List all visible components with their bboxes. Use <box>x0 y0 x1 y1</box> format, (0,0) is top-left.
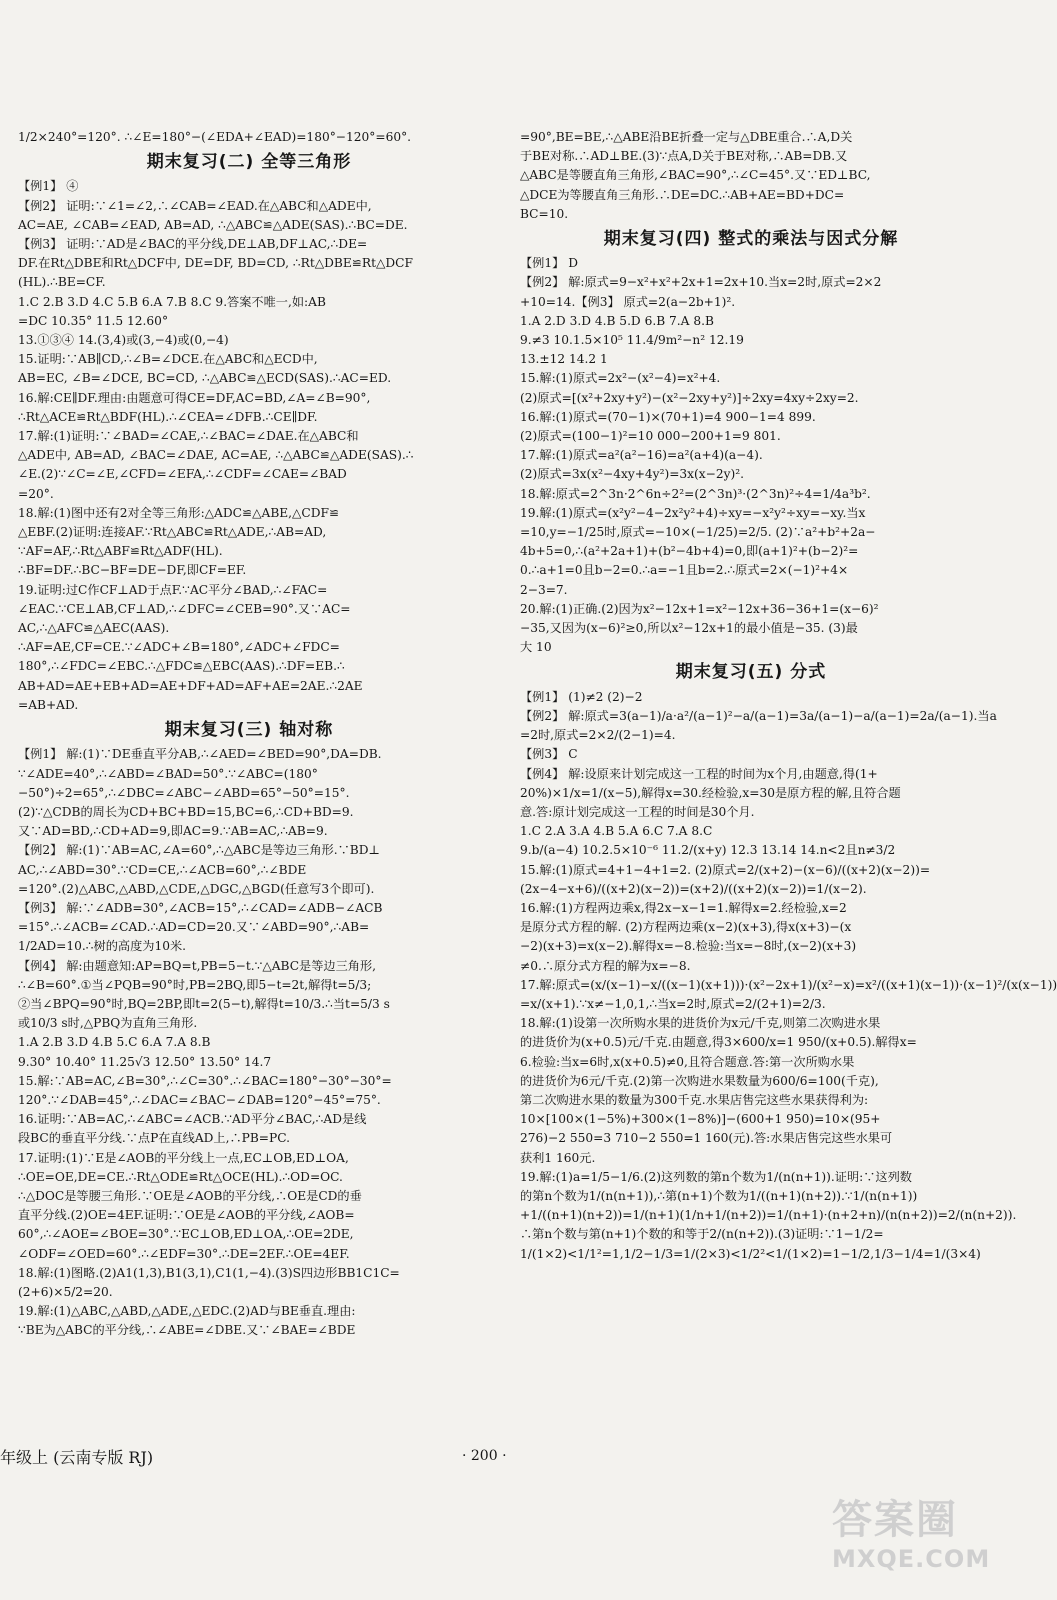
text-line: 1.C 2.A 3.A 4.B 5.A 6.C 7.A 8.C <box>520 824 713 839</box>
text-line: −2)(x+3)=x(x−2).解得x=−8.检验:当x=−8时,(x−2)(x+3) <box>520 939 857 954</box>
text-line: (HL).∴BE=CF. <box>18 275 106 290</box>
text-line: 17.证明:(1)∵E是∠AOB的平分线上一点,EC⊥OB,ED⊥OA, <box>18 1150 349 1165</box>
text-line: 【例3】 解:∵∠ADB=30°,∠ACB=15°,∴∠CAD=∠ADB−∠ACB <box>18 900 383 915</box>
text-line: 是原分式方程的解. (2)方程两边乘(x−2)(x+3),得x(x+3)−(x <box>520 920 852 935</box>
text-line: 13.±12 14.2 1 <box>520 352 608 367</box>
text-line: +10=14.【例3】 原式=2(a−2b+1)². <box>520 294 736 309</box>
text-line: ∵BE为△ABC的平分线,∴∠ABE=∠DBE.又∵∠BAE=∠BDE <box>18 1323 356 1338</box>
text-line: ∴Rt△ACE≌Rt△BDF(HL).∴∠CEA=∠DFB.∴CE∥DF. <box>18 409 318 424</box>
text-line: 19.解:(1)△ABC,△ABD,△ADE,△EDC.(2)AD与BE垂直.理由: <box>18 1304 356 1319</box>
text-line: −35,又因为(x−6)²≥0,所以x²−12x+1的最小值是−35. (3)最 <box>520 621 858 636</box>
text-line: 的第n个数为1/(n(n+1)),∴第(n+1)个数为1/((n+1)(n+2)).∵1/(n(n+1)) <box>520 1188 918 1203</box>
right-column <box>520 128 1057 1264</box>
text-line: (2)原式=(100−1)²=10 000−200+1=9 801. <box>520 429 781 444</box>
text-line: 直平分线.(2)OE=4EF.证明:∵OE是∠AOB的平分线,∠AOB= <box>18 1208 355 1223</box>
text-line: =20°. <box>18 486 54 501</box>
section-body-2 <box>18 177 480 715</box>
text-line: DF.在Rt△DBE和Rt△DCF中, DE=DF, BD=CD, ∴Rt△DBE≌Rt△DCF <box>18 256 413 271</box>
text-line: 第二次购进水果的数量为300千克.水果店售完这些水果获得利为: <box>520 1092 869 1107</box>
section-body-5 <box>520 688 1057 1264</box>
text-line: △ADE中, AB=AD, ∠BAC=∠DAE, AC=AE, ∴△ABC≌△ADE(SAS).∴ <box>18 448 414 463</box>
text-line: 的进货价为(x+0.5)元/千克.由题意,得3×600/x=1 950/(x+0.5).解得x= <box>520 1035 917 1050</box>
text-line: 19.解:(1)a=1/5−1/6.(2)这列数的第n个数为1/(n(n+1)).证明:∵这列数 <box>520 1169 912 1184</box>
text-line: (2)原式=[(x²+2xy+y²)−(x²−2xy+y²)]÷2xy=4xy÷2xy=2. <box>520 390 859 405</box>
text-line: 【例1】 (1)≠2 (2)−2 <box>520 689 643 704</box>
text-line: ∴OE=OE,DE=CE.∴Rt△ODE≌Rt△OCE(HL).∴OD=OC. <box>18 1169 343 1184</box>
text-line: AC,∴∠ABD=30°.∵CD=CE,∴∠ACB=60°,∴∠BDE <box>18 862 307 877</box>
text-line: 18.解:(1)图中还有2对全等三角形:△ADC≌△ABE,△CDF≌ <box>18 505 340 520</box>
text-line: 【例2】 解:原式=9−x²+x²+2x+1=2x+10.当x=2时,原式=2×2 <box>520 275 882 290</box>
text-line: =90°,BE=BE,∴△ABE沿BE折叠一定与△DBE重合.∴A,D关 <box>520 130 853 144</box>
text-line: ∴∠B=60°.①当∠PQB=90°时,PB=2BQ,即5−t=2t,解得t=5/3; <box>18 977 372 992</box>
text-line: (2+6)×5/2=20. <box>18 1284 113 1299</box>
text-line: 1/2AD=10.∴树的高度为10米. <box>18 939 187 954</box>
text-line: 16.解:(1)原式=(70−1)×(70+1)=4 900−1=4 899. <box>520 409 816 424</box>
text-line: 0.∴a+1=0且b−2=0.∴a=−1且b=2.∴原式=2×(−1)²+4× <box>520 563 849 578</box>
text-line: =2时,原式=2×2/(2−1)=4. <box>520 728 676 743</box>
text-line: 9.b/(a−4) 10.2.5×10⁻⁶ 11.2/(x+y) 12.3 13.14 14.n<2且n≠3/2 <box>520 843 896 858</box>
text-line: 18.解:(1)图略.(2)A1(1,3),B1(3,1),C1(1,−4).(3)S四边形BB1C1C= <box>18 1265 400 1280</box>
text-line: 16.解:CE∥DF.理由:由题意可得CE=DF,AC=BD,∠A=∠B=90°, <box>18 390 371 405</box>
text-line: △ABC是等腰直角三角形,∠BAC=90°,∴∠C=45°.又∵ED⊥BC, <box>520 168 871 183</box>
text-line: 2−3=7. <box>520 582 568 597</box>
text-line: ∴第n个数与第(n+1)个数的和等于2/(n(n+2)).(3)证明:∵1−1/2= <box>520 1227 884 1242</box>
text-line: =AB+AD. <box>18 697 79 712</box>
text-line: 20%)×1/x=1/(x−5),解得x=30.经检验,x=30是原方程的解,且符合题 <box>520 785 901 800</box>
section-body-3 <box>18 745 480 1340</box>
text-line: 16.证明:∵AB=AC,∴∠ABC=∠ACB.∵AD平分∠BAC,∴AD是线 <box>18 1112 367 1127</box>
text-line: 【例1】 解:(1)∵DE垂直平分AB,∴∠AED=∠BED=90°,DA=DB. <box>18 747 382 762</box>
text-line: 120°.∵∠DAB=45°,∴∠DAC=∠BAC−∠DAB=120°−45°=75°. <box>18 1092 381 1107</box>
text-line: 17.解:(1)证明:∵∠BAD=∠CAE,∴∠BAC=∠DAE.在△ABC和 <box>18 429 359 444</box>
text-line: 4b+5=0,∴(a²+2a+1)+(b²−4b+4)=0,即(a+1)²+(b−2)²= <box>520 544 859 559</box>
text-line: 又∵AD=BD,∴CD+AD=9,即AC=9.∵AB=AC,∴AB=9. <box>18 824 328 839</box>
text-line: 【例4】 解:设原来计划完成这一工程的时间为x个月,由题意,得(1+ <box>520 766 878 781</box>
section-heading-2: 期末复习(二) 全等三角形 <box>146 152 352 173</box>
text-line: (2)原式=3x(x²−4xy+4y²)=3x(x−2y)². <box>520 467 745 482</box>
text-line: 于BE对称.∴AD⊥BE.(3)∵点A,D关于BE对称,∴AB=DB.又 <box>520 149 848 164</box>
text-line: ∵∠ADE=40°,∴∠ABD=∠BAD=50°.∵∠ABC=(180° <box>18 766 318 781</box>
text-line: 15.解:(1)原式=2x²−(x²−4)=x²+4. <box>520 371 721 386</box>
text-line: 15.证明:∵AB∥CD,∴∠B=∠DCE.在△ABC和△ECD中, <box>18 352 318 367</box>
text-line: △DCE为等腰直角三角形.∴DE=DC.∴AB+AE=BD+DC= <box>520 187 845 202</box>
watermark-title: 答案圈 <box>832 1497 958 1543</box>
text-line: ∠ODF=∠OED=60°.∴∠EDF=30°.∴DE=2EF.∴OE=4EF. <box>18 1246 350 1261</box>
text-line: AB+AD=AE+EB+AD=AE+DF+AD=AF+AE=2AE.∴2AE <box>18 678 363 693</box>
text-line: (2x−4−x+6)/((x+2)(x−2))=(x+2)/((x+2)(x−2))=1/(x−2). <box>520 881 867 896</box>
text-line: 【例2】 解:(1)∵AB=AC,∠A=60°,∴△ABC是等边三角形.∵BD⊥ <box>18 843 380 858</box>
text-line: 19.证明:过C作CF⊥AD于点F.∵AC平分∠BAD,∴∠FAC= <box>18 582 328 597</box>
watermark-logo <box>832 1488 991 1588</box>
text-line: ∴AF=AE,CF=CE.∵∠ADC+∠B=180°,∠ADC+∠FDC= <box>18 640 340 655</box>
text-line: =x/(x+1).∵x≠−1,0,1,∴当x=2时,原式=2/(2+1)=2/3. <box>520 996 826 1011</box>
text-line: ∠EAC.∵CE⊥AB,CF⊥AD,∴∠DFC=∠CEB=90°.又∵AC= <box>18 601 351 616</box>
text-line: 1.A 2.D 3.D 4.B 5.D 6.B 7.A 8.B <box>520 313 714 328</box>
text-line: 【例1】 D <box>520 256 578 271</box>
text-line: 【例1】 ④ <box>18 179 79 194</box>
text-line: 9.≠3 10.1.5×10⁵ 11.4/9m²−n² 12.19 <box>520 333 744 348</box>
text-line: 【例2】 证明:∵∠1=∠2,∴∠CAB=∠EAD.在△ABC和△ADE中, <box>18 198 372 213</box>
text-line: 15.解:(1)原式=4+1−4+1=2. (2)原式=2/(x+2)−(x−6)/((x+2)(x−2))= <box>520 862 931 877</box>
section-heading-5: 期末复习(五) 分式 <box>675 662 827 683</box>
text-line: 15.解:∵AB=AC,∠B=30°,∴∠C=30°.∴∠BAC=180°−30°−30°= <box>18 1073 392 1088</box>
text-line: =10,y=−1/25时,原式=−10×(−1/25)=2/5. (2)∵a²+b²+2a− <box>520 525 876 540</box>
text-line: AB=EC, ∠B=∠DCE, BC=CD, ∴△ABC≌△ECD(SAS).∴AC=ED. <box>18 371 392 386</box>
left-column <box>18 128 480 1341</box>
text-line: AC=AE, ∠CAB=∠EAD, AB=AD, ∴△ABC≌△ADE(SAS).∴BC=DE. <box>18 217 408 232</box>
text-line: 9.30° 10.40° 11.25√3 12.50° 13.50° 14.7 <box>18 1054 272 1069</box>
text-line: (2)∵△CDB的周长为CD+BC+BD=15,BC=6,∴CD+BD=9. <box>18 804 354 819</box>
text-line: AC,∴△AFC≌△AEC(AAS). <box>18 621 170 636</box>
text-line: ∵AF=AF,∴Rt△ABF≌Rt△ADF(HL). <box>18 544 223 559</box>
text-line: 1.A 2.B 3.D 4.B 5.C 6.A 7.A 8.B <box>18 1035 211 1050</box>
text-line: 大 10 <box>520 640 552 655</box>
text-line: 【例4】 解:由题意知:AP=BQ=t,PB=5−t.∵△ABC是等边三角形, <box>18 958 377 973</box>
text-line: ≠0.∴原分式方程的解为x=−8. <box>520 958 691 973</box>
text-line: 18.解:(1)设第一次所购水果的进货价为x元/千克,则第二次购进水果 <box>520 1016 881 1031</box>
text-line: 276)−2 550=3 710−2 550=1 160(元).答:水果店售完这些水果可 <box>520 1131 893 1146</box>
text-line: 1/(1×2)<1/1²=1,1/2−1/3=1/(2×3)<1/2²<1/(1×2)=1−1/2,1/3−1/4=1/(3×4) <box>520 1246 981 1261</box>
text-line: 17.解:(1)原式=a²(a²−16)=a²(a+4)(a−4). <box>520 448 763 463</box>
text-line: 【例3】 证明:∵AD是∠BAC的平分线,DE⊥AB,DF⊥AC,∴DE= <box>18 237 368 252</box>
text-line: 20.解:(1)正确.(2)因为x²−12x+1=x²−12x+36−36+1=(x−6)² <box>520 601 879 616</box>
section-body-4 <box>520 254 982 657</box>
text-line: 的进货价为6元/千克.(2)第一次购进水果数量为600/6=100(千克), <box>520 1073 879 1088</box>
text-line: 1/2×240°=120°. ∴∠E=180°−(∠EDA+∠EAD)=180°−120°=60°. <box>18 130 412 144</box>
text-line: +1/((n+1)(n+2))=1/(n+1)(1/n+1/(n+2))=1/(n+1)·(n+2+n)/(n(n+2))=2/(n(n+2)). <box>520 1208 1017 1223</box>
text-line: 16.解:(1)方程两边乘x,得2x−x−1=1.解得x=2.经检验,x=2 <box>520 900 847 915</box>
text-line: 【例2】 解:原式=3(a−1)/a·a²/(a−1)²−a/(a−1)=3a/(a−1)−a/(a−1)=2a/(a−1).当a <box>520 708 997 723</box>
continued-text <box>520 128 982 224</box>
text-line: 段BC的垂直平分线.∵点P在直线AD上,∴PB=PC. <box>18 1131 290 1146</box>
text-line: 1.C 2.B 3.D 4.C 5.B 6.A 7.B 8.C 9.答案不唯一,如:AB <box>18 294 326 309</box>
watermark-url: MXQE.COM <box>832 1545 991 1573</box>
text-line: 18.解:原式=2^3n·2^6n÷2²=(2^3n)³·(2^3n)²÷4=1/4a³b². <box>520 486 871 501</box>
text-line: 13.①③④ 14.(3,4)或(3,−4)或(0,−4) <box>18 333 229 348</box>
text-line: 或10/3 s时,△PBQ为直角三角形. <box>18 1016 198 1031</box>
text-line: 10×[100×(1−5%)+300×(1−8%)]−(600+1 950)=10×(95+ <box>520 1112 881 1127</box>
text-line: 【例3】 C <box>520 747 578 762</box>
section-heading-4: 期末复习(四) 整式的乘法与因式分解 <box>603 229 899 250</box>
text-line: =120°.(2)△ABC,△ABD,△CDE,△DGC,△BGD(任意写3个即可). <box>18 881 375 896</box>
section-heading-3: 期末复习(三) 轴对称 <box>164 720 334 741</box>
text-line: ∴△DOC是等腰三角形.∵OE是∠AOB的平分线,∴OE是CD的垂 <box>18 1188 362 1203</box>
text-line: 19.解:(1)原式=(x²y²−4−2x²y²+4)÷xy=−x²y²÷xy=−xy.当x <box>520 505 866 520</box>
text-line: 意.答:原计划完成这一工程的时间是30个月. <box>520 804 755 819</box>
text-line: 180°,∴∠FDC=∠EBC.∴△FDC≌△EBC(AAS).∴DF=EB.∴ <box>18 659 345 674</box>
text-line: BC=10. <box>520 206 569 221</box>
text-line: =15°.∴∠ACB=∠CAD.∴AD=CD=20.又∵∠ABD=90°,∴AB= <box>18 920 370 935</box>
text-line: ∴BF=DF.∴BC−BF=DE−DF,即CF=EF. <box>18 563 247 578</box>
text-line: −50°)÷2=65°,∴∠DBC=∠ABC−∠ABD=65°−50°=15°. <box>18 785 350 800</box>
text-line: ∠E.(2)∵∠C=∠E,∠CFD=∠EFA,∴∠CDF=∠CAE=∠BAD <box>18 467 347 482</box>
text-line: 17.解:原式=(x/(x−1)−x/((x−1)(x+1)))·(x²−2x+1)/(x²−x)=x²/((x+1)(x−1))·(x−1)²/(x(x−1)) <box>520 977 1057 992</box>
text-line: △EBF.(2)证明:连接AF.∵Rt△ABC≌Rt△ADE,∴AB=AD, <box>18 525 327 540</box>
text-line: 获利1 160元. <box>520 1150 596 1165</box>
text-line: ②当∠BPQ=90°时,BQ=2BP,即t=2(5−t),解得t=10/3.∴当t=5/3 s <box>18 996 390 1011</box>
footer-grade-label: 年级上 (云南专版 RJ) <box>0 1448 154 1467</box>
page-number: · 200 · <box>462 1448 507 1464</box>
text-line: 60°,∴∠AOE=∠BOE=30°.∵EC⊥OB,ED⊥OA,∴OE=2DE, <box>18 1227 354 1242</box>
text-line: =DC 10.35° 11.5 12.60° <box>18 313 169 328</box>
text-line: 6.检验:当x=6时,x(x+0.5)≠0,且符合题意.答:第一次所购水果 <box>520 1054 855 1069</box>
